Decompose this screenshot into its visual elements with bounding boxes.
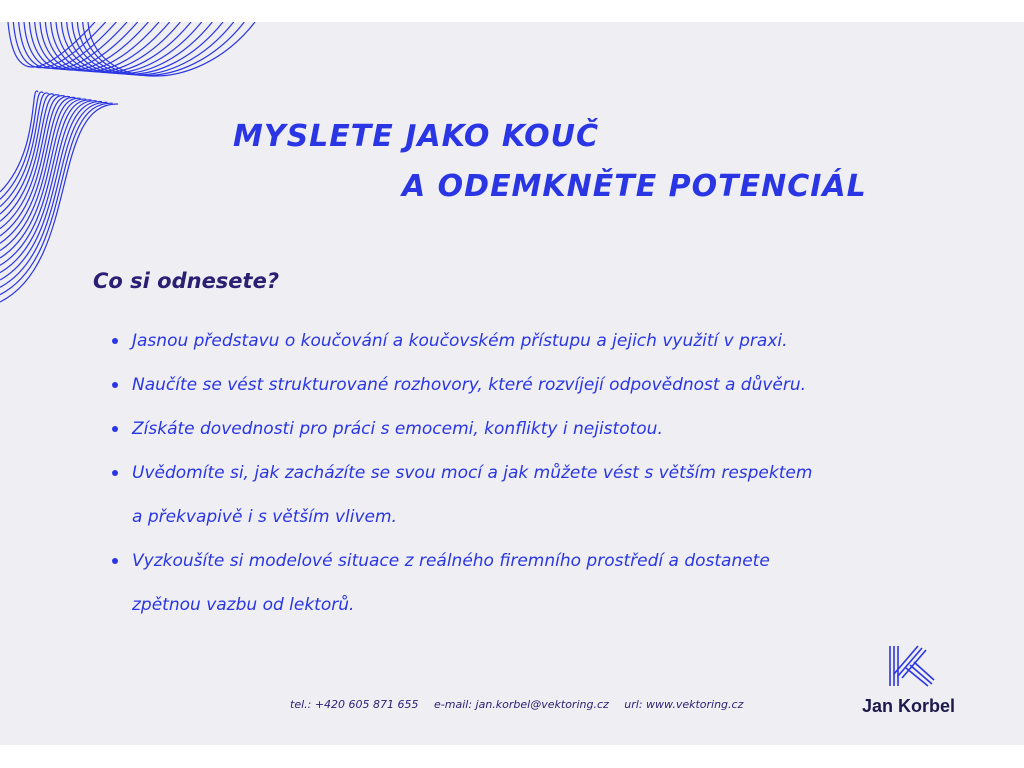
footer-phone: tel.: +420 605 871 655 bbox=[290, 698, 419, 711]
bullet-line: Vyzkoušíte si modelové situace z reálného firemního prostředí a dostanete bbox=[132, 551, 770, 571]
bullet-line: zpětnou vazbu od lektorů. bbox=[132, 595, 355, 615]
bullet-line: Jasnou představu o koučování a koučovském přístupu a jejich využití v praxi. bbox=[132, 331, 788, 351]
title-line-1: MYSLETE JAKO KOUČ bbox=[233, 119, 600, 154]
bullet-item bbox=[112, 363, 932, 407]
decorative-line bbox=[0, 22, 95, 192]
bullet-line: a překvapivě i s větším vlivem. bbox=[132, 507, 397, 527]
contact-footer bbox=[290, 698, 755, 711]
bullet-line: Uvědomíte si, jak zacházíte se svou mocí a jak můžete vést s větším respektem bbox=[132, 463, 813, 483]
title-line-2: A ODEMKNĚTE POTENCIÁL bbox=[402, 169, 867, 204]
k-monogram-icon bbox=[884, 644, 936, 688]
bullet-line: Získáte dovednosti pro práci s emocemi, konflikty i nejistotou. bbox=[132, 419, 663, 439]
footer-email: e-mail: jan.korbel@vektoring.cz bbox=[434, 698, 609, 711]
subtitle: Co si odnesete? bbox=[93, 269, 280, 293]
footer-url: url: www.vektoring.cz bbox=[624, 698, 744, 711]
bullet-list bbox=[112, 319, 932, 627]
logo-name: Jan Korbel bbox=[862, 696, 956, 716]
decorative-line bbox=[0, 22, 244, 295]
bullet-item bbox=[112, 407, 932, 451]
slide bbox=[0, 22, 1024, 745]
bullet-item bbox=[112, 319, 932, 363]
bullet-item bbox=[112, 539, 932, 627]
bullet-line: Naučíte se vést strukturované rozhovory, které rozvíjejí odpovědnost a důvěru. bbox=[132, 375, 807, 395]
bullet-item bbox=[112, 451, 932, 539]
